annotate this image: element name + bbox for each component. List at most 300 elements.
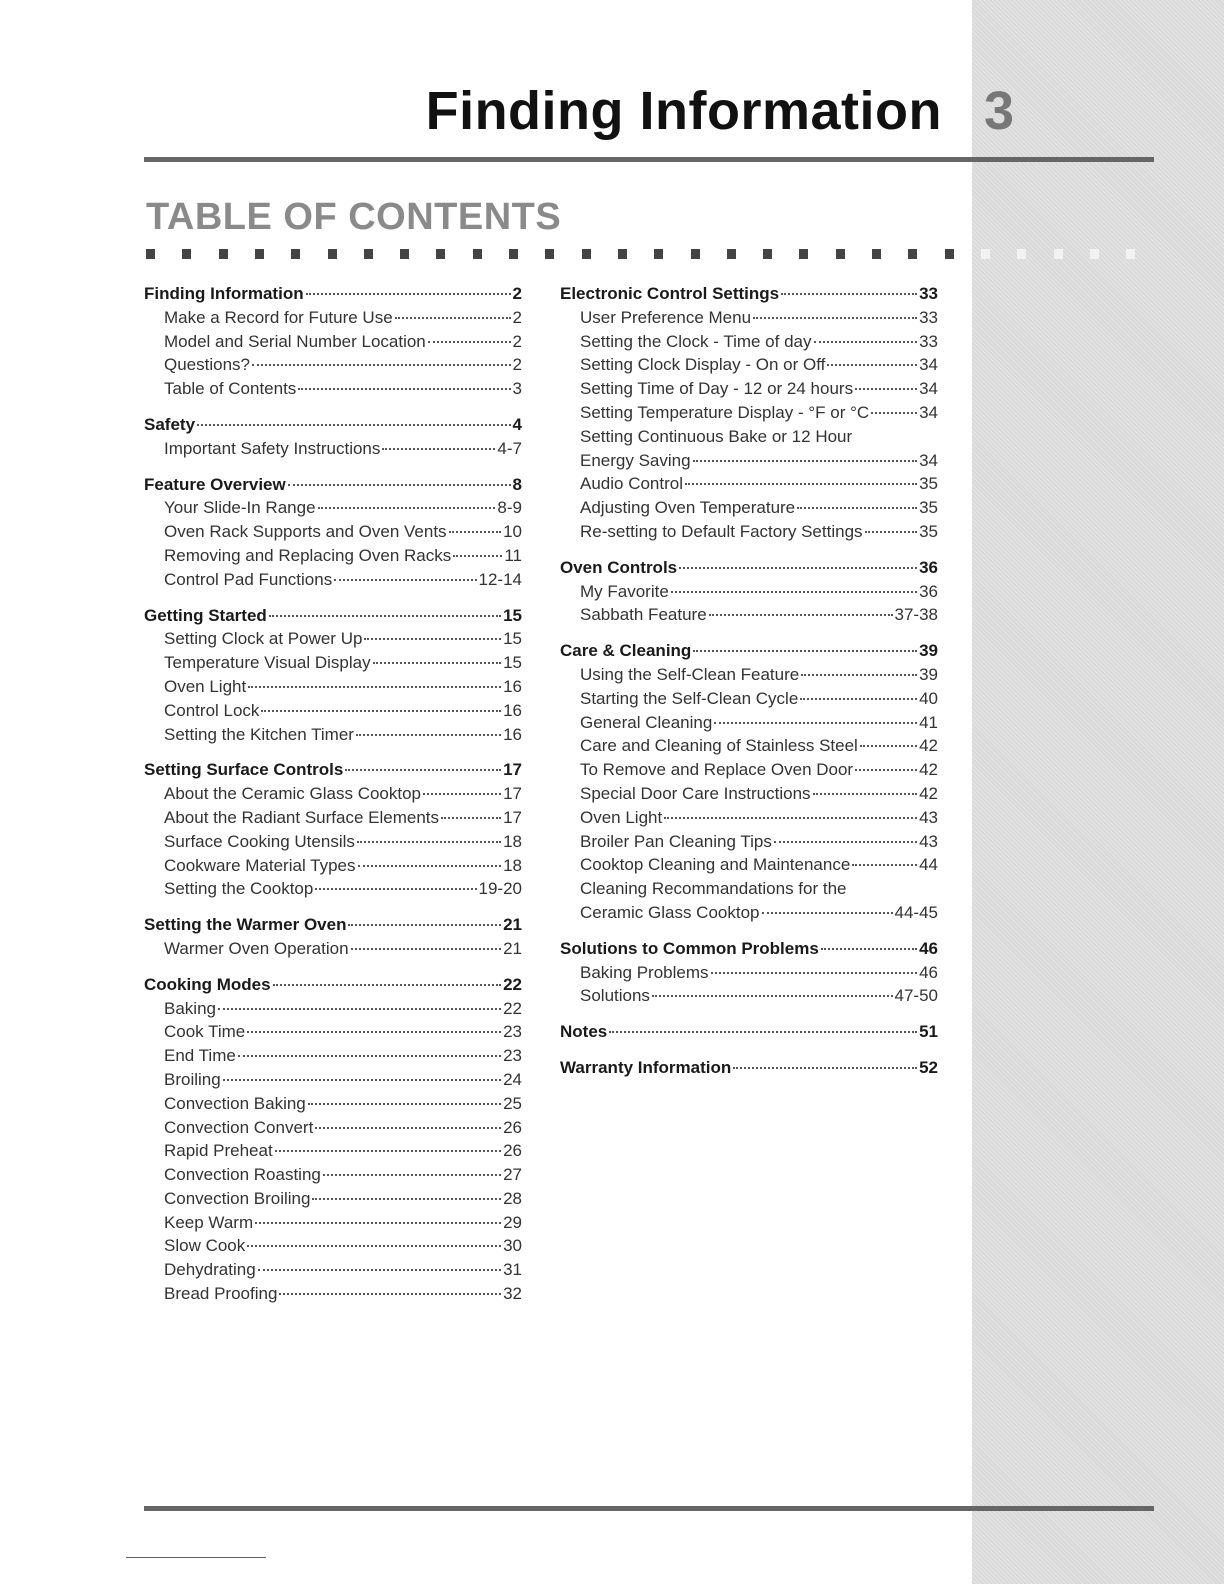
toc-section-heading[interactable] <box>560 937 938 961</box>
toc-entry-title: Cleaning Recommandations for the <box>580 879 847 899</box>
toc-entry[interactable] <box>560 580 938 604</box>
toc-entry-title: Oven Light <box>580 807 663 827</box>
toc-entry-title: Rapid Preheat <box>164 1141 273 1161</box>
toc-entry[interactable] <box>560 961 938 985</box>
dot-leader <box>345 769 501 771</box>
toc-entry[interactable] <box>144 1258 522 1282</box>
toc-section-heading[interactable] <box>560 639 938 663</box>
toc-entry[interactable] <box>560 877 938 901</box>
toc-entry-title: Convection Broiling <box>164 1188 311 1208</box>
decorative-square <box>291 249 300 259</box>
toc-entry-title: Baking Problems <box>580 962 709 982</box>
dot-leader <box>351 948 502 950</box>
toc-entry[interactable] <box>560 401 938 425</box>
toc-entry-continued-page: 34 <box>919 450 938 470</box>
toc-entry-page: 42 <box>919 783 938 803</box>
toc-entry-title: Sabbath Feature <box>580 605 707 625</box>
toc-entry[interactable] <box>560 306 938 330</box>
toc-entry-title: Surface Cooking Utensils <box>164 831 355 851</box>
toc-entry-title: Audio Control <box>580 474 684 494</box>
footer-rule <box>144 1506 1154 1511</box>
dot-leader <box>423 793 501 795</box>
toc-entry-page: 30 <box>503 1236 522 1256</box>
dot-leader <box>800 698 917 700</box>
dot-leader <box>709 614 893 616</box>
toc-entry[interactable] <box>144 1020 522 1044</box>
dot-leader <box>356 734 501 736</box>
toc-entry-title: Keep Warm <box>164 1212 254 1232</box>
dot-leader <box>364 638 501 640</box>
toc-section-heading[interactable] <box>560 1020 938 1044</box>
dot-leader <box>852 864 917 866</box>
toc-entry-page: 40 <box>919 688 938 708</box>
toc-entry-page: 34 <box>919 379 938 399</box>
toc-entry-page: 24 <box>503 1069 522 1089</box>
toc-entry[interactable] <box>144 1211 522 1235</box>
toc-entry-page: 35 <box>919 474 938 494</box>
decorative-square <box>763 249 772 259</box>
toc-section-heading-page: 4 <box>512 414 522 434</box>
toc-entry-title: Setting Temperature Display - °F or °C <box>580 402 870 422</box>
dot-leader <box>258 1269 501 1271</box>
dot-leader <box>223 1079 501 1081</box>
toc-section-heading-page: 15 <box>503 605 522 625</box>
dot-leader <box>334 579 476 581</box>
toc-entry-page: 42 <box>919 736 938 756</box>
toc-section-heading-page: 2 <box>512 284 522 303</box>
chapter-number: 3 <box>984 81 1015 141</box>
toc-entry[interactable] <box>144 699 522 723</box>
dot-leader <box>318 507 496 509</box>
toc-section-heading[interactable] <box>144 913 522 937</box>
toc-section-heading-page: 36 <box>919 557 938 577</box>
toc-entry-continued[interactable] <box>560 449 938 473</box>
toc-entry-title: Adjusting Oven Temperature <box>580 498 796 518</box>
dot-leader <box>247 1031 501 1033</box>
decorative-square <box>872 249 881 259</box>
decorative-square <box>945 249 954 259</box>
toc-entry[interactable] <box>560 496 938 520</box>
toc-entry-page: 32 <box>503 1284 522 1304</box>
toc-section-heading-page: 17 <box>503 760 522 780</box>
dot-leader <box>693 650 917 652</box>
toc-entry-title: To Remove and Replace Oven Door <box>580 760 854 780</box>
toc-entry-continued-page: 44-45 <box>894 902 938 922</box>
toc-entry[interactable] <box>144 997 522 1021</box>
toc-section-heading[interactable] <box>144 473 522 497</box>
toc-section <box>144 973 522 1306</box>
toc-entry-title: Setting Clock at Power Up <box>164 629 363 649</box>
toc-entry-title: Questions? <box>164 355 250 375</box>
toc-entry[interactable] <box>560 687 938 711</box>
toc-entry-title: User Preference Menu <box>580 307 752 327</box>
toc-entry-title: Control Pad Functions <box>164 569 333 589</box>
decorative-square <box>219 249 228 259</box>
toc-section <box>144 913 522 961</box>
dot-leader <box>762 912 893 914</box>
dot-leader <box>781 293 917 295</box>
decorative-square-row <box>146 249 1156 261</box>
toc-entry-page: 16 <box>503 700 522 720</box>
toc-entry-page: 10 <box>503 522 522 542</box>
decorative-square <box>582 249 591 259</box>
toc-entry[interactable] <box>560 330 938 354</box>
toc-entry-page: 2 <box>512 307 522 327</box>
toc-section-heading-title: Notes <box>560 1022 608 1042</box>
dot-leader <box>865 531 918 533</box>
toc-entry-page: 27 <box>503 1165 522 1185</box>
decorative-square <box>436 249 445 259</box>
toc-entry-title: Important Safety Instructions <box>164 438 381 458</box>
toc-entry-page: 43 <box>919 831 938 851</box>
toc-entry-page: 3 <box>512 379 522 399</box>
decorative-square <box>1126 249 1135 259</box>
toc-entry-page: 2 <box>512 355 522 375</box>
toc-entry-page: 44 <box>919 855 938 875</box>
toc-entry-title: Bread Proofing <box>164 1284 278 1304</box>
toc-entry-page: 23 <box>503 1046 522 1066</box>
toc-entry-title: About the Radiant Surface Elements <box>164 807 439 827</box>
toc-entry-title: Temperature Visual Display <box>164 653 371 673</box>
toc-entry[interactable] <box>144 651 522 675</box>
toc-entry-page: 26 <box>503 1141 522 1161</box>
toc-entry-title: Special Door Care Instructions <box>580 783 811 803</box>
toc-entry[interactable] <box>144 675 522 699</box>
toc-entry-page: 34 <box>919 402 938 422</box>
dot-leader <box>273 984 502 986</box>
toc-entry-page: 25 <box>503 1093 522 1113</box>
toc-entry[interactable] <box>560 603 938 627</box>
toc-entry[interactable] <box>144 377 522 401</box>
toc-entry[interactable] <box>560 853 938 877</box>
header-rule <box>144 157 1154 162</box>
toc-entry-title: Setting Clock Display - On or Off <box>580 355 826 375</box>
toc-entry-title: Make a Record for Future Use <box>164 307 393 327</box>
dot-leader <box>453 555 502 557</box>
toc-entry[interactable] <box>560 472 938 496</box>
toc-section <box>560 1056 938 1080</box>
dot-leader <box>428 341 511 343</box>
toc-entry-continued-title: Ceramic Glass Cooktop <box>580 902 760 922</box>
toc-entry-page: 18 <box>503 831 522 851</box>
dot-leader <box>348 924 501 926</box>
toc-section <box>560 1020 938 1044</box>
decorative-square <box>400 249 409 259</box>
dot-leader <box>306 293 511 295</box>
toc-entry[interactable] <box>144 877 522 901</box>
toc-entry[interactable] <box>144 1116 522 1140</box>
dot-leader <box>315 888 476 890</box>
toc-section-heading-title: Oven Controls <box>560 557 678 577</box>
decorative-square <box>618 249 627 259</box>
dot-leader <box>275 1150 501 1152</box>
toc-entry-title: Slow Cook <box>164 1236 246 1256</box>
toc-entry-page: 4-7 <box>497 438 522 458</box>
dot-leader <box>312 1198 501 1200</box>
toc-entry[interactable] <box>560 758 938 782</box>
dot-leader <box>609 1031 917 1033</box>
toc-section-heading-title: Solutions to Common Problems <box>560 938 819 958</box>
toc-entry[interactable] <box>144 330 522 354</box>
toc-entry-page: 29 <box>503 1212 522 1232</box>
toc-entry[interactable] <box>560 782 938 806</box>
decorative-square <box>328 249 337 259</box>
toc-entry[interactable] <box>560 520 938 544</box>
dot-leader <box>197 424 511 426</box>
toc-section-heading-page: 51 <box>919 1022 938 1042</box>
toc-section <box>560 937 938 1008</box>
toc-entry[interactable] <box>144 627 522 651</box>
toc-section-heading[interactable] <box>144 282 522 306</box>
toc-entry[interactable] <box>144 1163 522 1187</box>
toc-entry-page: 23 <box>503 1022 522 1042</box>
toc-entry[interactable] <box>560 377 938 401</box>
dot-leader <box>255 1222 501 1224</box>
toc-section-heading[interactable] <box>144 973 522 997</box>
toc-entry-title: Model and Serial Number Location <box>164 331 426 351</box>
toc-entry-title: Table of Contents <box>164 379 297 399</box>
toc-entry-title: Oven Light <box>164 676 247 696</box>
toc-section-heading-page: 46 <box>919 938 938 958</box>
toc-entry[interactable] <box>560 984 938 1008</box>
toc-entry[interactable] <box>144 1068 522 1092</box>
toc-entry[interactable] <box>560 734 938 758</box>
toc-entry[interactable] <box>144 520 522 544</box>
toc-entry-continued-title: Energy Saving <box>580 450 691 470</box>
toc-entry-title: Using the Self-Clean Feature <box>580 664 800 684</box>
toc-entry-page: 17 <box>503 807 522 827</box>
toc-section-heading-page: 33 <box>919 284 938 303</box>
toc-section <box>144 282 522 401</box>
toc-entry-title: Warmer Oven Operation <box>164 938 349 958</box>
toc-entry[interactable] <box>144 782 522 806</box>
decorative-square <box>727 249 736 259</box>
toc-entry[interactable] <box>144 1187 522 1211</box>
toc-entry-page: 18 <box>503 855 522 875</box>
dot-leader <box>774 841 917 843</box>
dot-leader <box>247 1245 501 1247</box>
toc-entry-title: General Cleaning <box>580 712 713 732</box>
toc-entry-page: 36 <box>919 581 938 601</box>
toc-entry-title: Cookware Material Types <box>164 855 356 875</box>
toc-section <box>144 758 522 901</box>
toc-section-heading-page: 22 <box>503 974 522 994</box>
dot-leader <box>821 948 917 950</box>
toc-entry[interactable] <box>144 1092 522 1116</box>
toc-section-heading-page: 39 <box>919 641 938 661</box>
decorative-square <box>1090 249 1099 259</box>
decorative-square <box>1054 249 1063 259</box>
toc-entry-title: My Favorite <box>580 581 669 601</box>
toc-entry[interactable] <box>144 723 522 747</box>
page-title: Finding Information <box>425 81 942 141</box>
dot-leader <box>373 662 501 664</box>
toc-entry-title: Convection Convert <box>164 1117 314 1137</box>
toc-entry-page: 16 <box>503 724 522 744</box>
toc-entry-page: 15 <box>503 653 522 673</box>
toc-section-heading-title: Setting Surface Controls <box>144 760 344 780</box>
dot-leader <box>813 793 918 795</box>
dot-leader <box>357 841 501 843</box>
toc-section-heading[interactable] <box>144 604 522 628</box>
toc-section-heading[interactable] <box>560 556 938 580</box>
dot-leader <box>664 817 917 819</box>
toc-section <box>144 413 522 461</box>
decorative-square <box>799 249 808 259</box>
toc-entry-page: 21 <box>503 938 522 958</box>
dot-leader <box>871 412 917 414</box>
toc-entry-page: 42 <box>919 760 938 780</box>
toc-entry[interactable] <box>560 806 938 830</box>
toc-entry-page: 15 <box>503 629 522 649</box>
toc-section-heading-title: Cooking Modes <box>144 974 271 994</box>
toc-entry-title: Starting the Self-Clean Cycle <box>580 688 799 708</box>
toc-entry-title: Cook Time <box>164 1022 246 1042</box>
footer-link-underline <box>126 1557 266 1558</box>
dot-leader <box>395 317 511 319</box>
dot-leader <box>753 317 917 319</box>
toc-entry[interactable] <box>560 663 938 687</box>
toc-section-heading-page: 8 <box>512 474 522 494</box>
dot-leader <box>711 972 918 974</box>
decorative-square <box>545 249 554 259</box>
toc-entry-page: 12-14 <box>478 569 522 589</box>
toc-right-column <box>560 282 938 1092</box>
dot-leader <box>652 995 893 997</box>
toc-section-heading[interactable] <box>144 758 522 782</box>
dot-leader <box>248 686 501 688</box>
toc-left-column <box>144 282 522 1318</box>
toc-section <box>144 473 522 592</box>
toc-entry-page: 8-9 <box>497 498 522 518</box>
toc-entry-page: 37-38 <box>894 605 938 625</box>
toc-entry[interactable] <box>560 425 938 449</box>
toc-entry-title: Setting the Clock - Time of day <box>580 331 812 351</box>
toc-entry[interactable] <box>144 353 522 377</box>
toc-entry[interactable] <box>144 1139 522 1163</box>
dot-leader <box>860 745 917 747</box>
decorative-square <box>255 249 264 259</box>
chapter-sidebar-band <box>972 0 1224 1584</box>
toc-entry-title: Setting the Kitchen Timer <box>164 724 354 744</box>
toc-entry-page: 47-50 <box>894 986 938 1006</box>
toc-entry[interactable] <box>560 830 938 854</box>
toc-entry-page: 22 <box>503 998 522 1018</box>
toc-entry-title: Solutions <box>580 986 650 1006</box>
toc-section-heading-page: 21 <box>503 915 522 935</box>
toc-entry-page: 26 <box>503 1117 522 1137</box>
toc-entry[interactable] <box>144 568 522 592</box>
toc-entry-page: 31 <box>503 1260 522 1280</box>
dot-leader <box>797 507 917 509</box>
dot-leader <box>358 865 502 867</box>
toc-section <box>560 556 938 627</box>
dot-leader <box>855 388 917 390</box>
toc-entry[interactable] <box>144 496 522 520</box>
dot-leader <box>733 1067 917 1069</box>
dot-leader <box>685 483 917 485</box>
dot-leader <box>671 591 917 593</box>
toc-entry[interactable] <box>144 1044 522 1068</box>
toc-entry-page: 33 <box>919 331 938 351</box>
toc-entry-title: Oven Rack Supports and Oven Vents <box>164 522 447 542</box>
toc-entry[interactable] <box>144 854 522 878</box>
toc-entry-page: 46 <box>919 962 938 982</box>
dot-leader <box>693 460 918 462</box>
toc-entry[interactable] <box>144 437 522 461</box>
dot-leader <box>288 484 511 486</box>
toc-heading: TABLE OF CONTENTS <box>146 196 562 238</box>
dot-leader <box>441 817 501 819</box>
dot-leader <box>855 769 917 771</box>
toc-entry-page: 2 <box>512 331 522 351</box>
toc-section <box>560 282 938 544</box>
decorative-square <box>182 249 191 259</box>
toc-entry-title: Convection Baking <box>164 1093 306 1113</box>
decorative-square <box>364 249 373 259</box>
dot-leader <box>814 341 918 343</box>
decorative-square <box>146 249 155 259</box>
toc-entry-title: Re-setting to Default Factory Settings <box>580 521 863 541</box>
toc-entry[interactable] <box>144 544 522 568</box>
toc-entry-title: Broiling <box>164 1069 221 1089</box>
toc-entry-page: 28 <box>503 1188 522 1208</box>
toc-entry-title: Dehydrating <box>164 1260 256 1280</box>
decorative-square <box>654 249 663 259</box>
toc-entry[interactable] <box>144 1234 522 1258</box>
toc-entry-page: 11 <box>504 545 522 565</box>
toc-entry[interactable] <box>144 1282 522 1306</box>
toc-section-heading-title: Warranty Information <box>560 1057 732 1077</box>
toc-entry[interactable] <box>560 711 938 735</box>
toc-entry-title: Setting the Cooktop <box>164 879 314 899</box>
toc-section-heading[interactable] <box>560 1056 938 1080</box>
dot-leader <box>269 615 501 617</box>
toc-entry-title: Broiler Pan Cleaning Tips <box>580 831 772 851</box>
toc-entry[interactable] <box>144 830 522 854</box>
toc-entry-page: 35 <box>919 498 938 518</box>
toc-entry-title: Your Slide-In Range <box>164 498 316 518</box>
dot-leader <box>449 531 502 533</box>
dot-leader <box>714 722 917 724</box>
decorative-square <box>908 249 917 259</box>
toc-entry[interactable] <box>144 306 522 330</box>
toc-entry-page: 19-20 <box>478 879 522 899</box>
toc-section-heading-title: Feature Overview <box>144 474 286 494</box>
dot-leader <box>315 1127 501 1129</box>
toc-entry-title: Convection Roasting <box>164 1165 321 1185</box>
dot-leader <box>238 1055 501 1057</box>
toc-entry[interactable] <box>144 937 522 961</box>
toc-entry-page: 17 <box>503 784 522 804</box>
toc-entry-continued[interactable] <box>560 901 938 925</box>
toc-entry-title: End Time <box>164 1046 236 1066</box>
toc-entry-title: Removing and Replacing Oven Racks <box>164 545 452 565</box>
decorative-square <box>981 249 990 259</box>
dot-leader <box>218 1008 501 1010</box>
decorative-square <box>1017 249 1026 259</box>
toc-section-heading[interactable] <box>144 413 522 437</box>
toc-entry-title: Cooktop Cleaning and Maintenance <box>580 855 851 875</box>
toc-section-heading[interactable] <box>560 282 938 306</box>
decorative-square <box>473 249 482 259</box>
toc-entry[interactable] <box>144 806 522 830</box>
toc-section-heading-title: Care & Cleaning <box>560 641 692 661</box>
decorative-square <box>836 249 845 259</box>
toc-entry[interactable] <box>560 353 938 377</box>
dot-leader <box>679 567 917 569</box>
toc-section <box>144 604 522 747</box>
